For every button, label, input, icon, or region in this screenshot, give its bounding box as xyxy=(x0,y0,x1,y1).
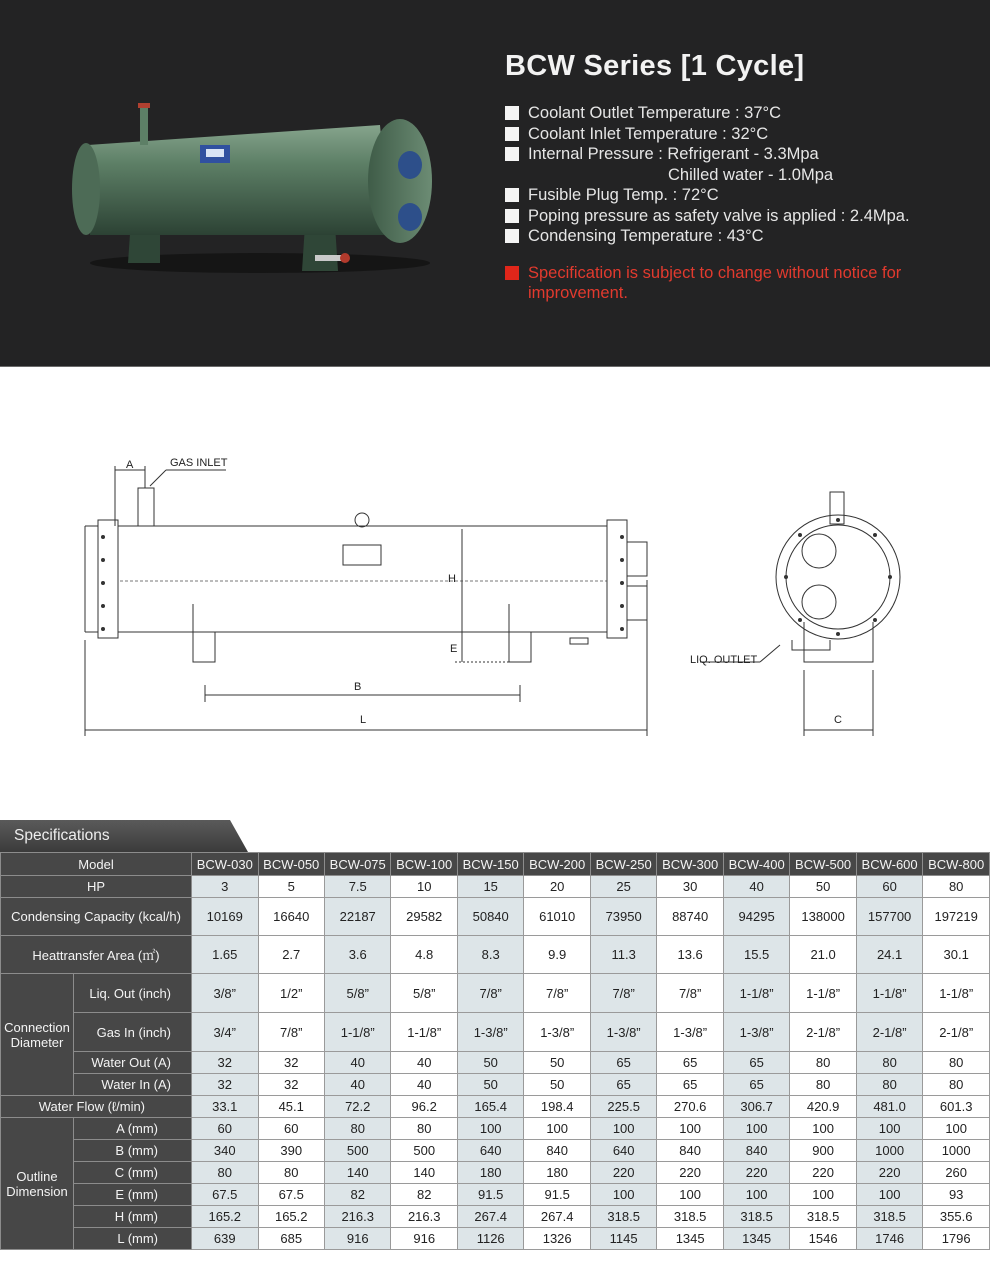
table-cell: 1.65 xyxy=(192,936,258,974)
table-row xyxy=(1,1206,990,1228)
table-cell: 80 xyxy=(391,1118,457,1140)
table-cell: 50 xyxy=(457,1052,523,1074)
table-cell: 1000 xyxy=(923,1140,990,1162)
liq-outlet-label: LIQ. OUTLET xyxy=(690,654,758,666)
table-cell: 24.1 xyxy=(856,936,922,974)
table-cell: 7/8” xyxy=(657,974,723,1013)
row-label-b: B (mm) xyxy=(74,1140,192,1162)
table-cell: 65 xyxy=(657,1052,723,1074)
table-cell: 640 xyxy=(590,1140,656,1162)
checkbox-icon xyxy=(505,106,519,120)
row-label-capacity: Condensing Capacity (kcal/h) xyxy=(1,898,192,936)
header-model: Model xyxy=(1,853,192,876)
table-cell: 100 xyxy=(790,1118,856,1140)
header-model-name: BCW-400 xyxy=(723,853,789,876)
table-cell: 100 xyxy=(723,1118,789,1140)
table-cell: 32 xyxy=(258,1052,324,1074)
table-cell: 318.5 xyxy=(790,1206,856,1228)
table-cell: 9.9 xyxy=(524,936,590,974)
table-row xyxy=(1,936,990,974)
gas-inlet-label: GAS INLET xyxy=(170,457,228,469)
header-model-name: BCW-500 xyxy=(790,853,856,876)
row-label-liq_out: Liq. Out (inch) xyxy=(74,974,192,1013)
table-cell: 65 xyxy=(657,1074,723,1096)
table-cell: 60 xyxy=(856,876,922,898)
table-cell: 1326 xyxy=(524,1228,590,1250)
table-cell: 3/8” xyxy=(192,974,258,1013)
table-cell: 340 xyxy=(192,1140,258,1162)
table-row xyxy=(1,974,990,1013)
table-cell: 7/8” xyxy=(457,974,523,1013)
table-cell: 220 xyxy=(790,1162,856,1184)
table-cell: 165.2 xyxy=(258,1206,324,1228)
table-cell: 267.4 xyxy=(524,1206,590,1228)
table-cell: 2-1/8” xyxy=(856,1013,922,1052)
table-cell: 639 xyxy=(192,1228,258,1250)
row-label-area: Heattransfer Area (㎡) xyxy=(1,936,192,974)
table-cell: 500 xyxy=(324,1140,390,1162)
row-label-e: E (mm) xyxy=(74,1184,192,1206)
header-model-name: BCW-800 xyxy=(923,853,990,876)
table-cell: 29582 xyxy=(391,898,457,936)
spec-text: Internal Pressure : Refrigerant - 3.3Mpa xyxy=(528,145,819,163)
table-cell: 93 xyxy=(923,1184,990,1206)
table-cell: 840 xyxy=(524,1140,590,1162)
table-cell: 11.3 xyxy=(590,936,656,974)
table-cell: 3 xyxy=(192,876,258,898)
header-model-name: BCW-150 xyxy=(457,853,523,876)
table-cell: 60 xyxy=(192,1118,258,1140)
row-label-gas_in: Gas In (inch) xyxy=(74,1013,192,1052)
table-cell: 100 xyxy=(590,1184,656,1206)
table-cell: 5 xyxy=(258,876,324,898)
table-cell: 94295 xyxy=(723,898,789,936)
table-cell: 225.5 xyxy=(590,1096,656,1118)
spec-item xyxy=(505,226,975,247)
table-cell: 1/2” xyxy=(258,974,324,1013)
table-row xyxy=(1,1118,990,1140)
table-cell: 840 xyxy=(723,1140,789,1162)
table-cell: 40 xyxy=(723,876,789,898)
spec-text: Fusible Plug Temp. : 72°C xyxy=(528,186,719,204)
spec-text: Coolant Outlet Temperature : 37°C xyxy=(528,104,782,122)
table-cell: 1-3/8” xyxy=(524,1013,590,1052)
table-cell: 900 xyxy=(790,1140,856,1162)
row-label-a: A (mm) xyxy=(74,1118,192,1140)
header-model-name: BCW-030 xyxy=(192,853,258,876)
table-cell: 50 xyxy=(524,1074,590,1096)
table-cell: 40 xyxy=(324,1074,390,1096)
table-cell: 80 xyxy=(258,1162,324,1184)
spec-text: Poping pressure as safety valve is applied : 2.4Mpa. xyxy=(528,206,910,225)
table-cell: 82 xyxy=(324,1184,390,1206)
row-label-l: L (mm) xyxy=(74,1228,192,1250)
table-cell: 16640 xyxy=(258,898,324,936)
table-row xyxy=(1,1140,990,1162)
table-cell: 80 xyxy=(923,1052,990,1074)
table-cell: 2-1/8” xyxy=(790,1013,856,1052)
table-cell: 65 xyxy=(590,1052,656,1074)
table-cell: 32 xyxy=(192,1074,258,1096)
table-cell: 45.1 xyxy=(258,1096,324,1118)
table-cell: 4.8 xyxy=(391,936,457,974)
table-cell: 1345 xyxy=(723,1228,789,1250)
notice-text xyxy=(505,263,975,303)
table-cell: 100 xyxy=(457,1118,523,1140)
table-cell: 80 xyxy=(923,876,990,898)
spec-item xyxy=(505,124,975,145)
table-cell: 165.2 xyxy=(192,1206,258,1228)
table-cell: 220 xyxy=(856,1162,922,1184)
table-cell: 1-3/8” xyxy=(457,1013,523,1052)
table-cell: 1-3/8” xyxy=(723,1013,789,1052)
table-cell: 67.5 xyxy=(258,1184,324,1206)
table-cell: 1746 xyxy=(856,1228,922,1250)
header-model-name: BCW-200 xyxy=(524,853,590,876)
table-row xyxy=(1,1184,990,1206)
table-cell: 15.5 xyxy=(723,936,789,974)
table-cell: 80 xyxy=(790,1052,856,1074)
table-row xyxy=(1,1013,990,1052)
table-cell: 8.3 xyxy=(457,936,523,974)
checkbox-icon xyxy=(505,209,519,223)
table-cell: 1-1/8” xyxy=(391,1013,457,1052)
table-cell: 1796 xyxy=(923,1228,990,1250)
hero-banner xyxy=(0,0,990,367)
table-cell: 20 xyxy=(524,876,590,898)
table-cell: 3.6 xyxy=(324,936,390,974)
row-label-water_out: Water Out (A) xyxy=(74,1052,192,1074)
table-cell: 91.5 xyxy=(524,1184,590,1206)
row-label-c: C (mm) xyxy=(74,1162,192,1184)
table-cell: 50 xyxy=(790,876,856,898)
table-cell: 40 xyxy=(324,1052,390,1074)
table-cell: 420.9 xyxy=(790,1096,856,1118)
table-cell: 481.0 xyxy=(856,1096,922,1118)
dim-label-a: A xyxy=(126,459,134,471)
table-cell: 157700 xyxy=(856,898,922,936)
table-cell: 80 xyxy=(923,1074,990,1096)
table-cell: 91.5 xyxy=(457,1184,523,1206)
table-cell: 80 xyxy=(856,1052,922,1074)
table-cell: 180 xyxy=(457,1162,523,1184)
checkbox-icon xyxy=(505,188,519,202)
table-cell: 140 xyxy=(391,1162,457,1184)
table-cell: 840 xyxy=(657,1140,723,1162)
table-cell: 100 xyxy=(657,1118,723,1140)
table-cell: 1-3/8” xyxy=(590,1013,656,1052)
table-cell: 7/8” xyxy=(258,1013,324,1052)
spec-item xyxy=(505,103,975,124)
table-cell: 1345 xyxy=(657,1228,723,1250)
checkbox-icon xyxy=(505,229,519,243)
spec-item xyxy=(505,144,975,185)
table-row xyxy=(1,1162,990,1184)
table-cell: 100 xyxy=(524,1118,590,1140)
header-model-name: BCW-600 xyxy=(856,853,922,876)
row-label-hp: HP xyxy=(1,876,192,898)
table-cell: 1145 xyxy=(590,1228,656,1250)
header-model-name: BCW-075 xyxy=(324,853,390,876)
notice-label: Specification is subject to change without notice for improvement. xyxy=(528,264,902,302)
table-cell: 1-3/8” xyxy=(657,1013,723,1052)
table-cell: 267.4 xyxy=(457,1206,523,1228)
table-cell: 100 xyxy=(790,1184,856,1206)
table-cell: 355.6 xyxy=(923,1206,990,1228)
table-cell: 50 xyxy=(524,1052,590,1074)
table-cell: 15 xyxy=(457,876,523,898)
table-cell: 30 xyxy=(657,876,723,898)
table-row xyxy=(1,1228,990,1250)
table-cell: 220 xyxy=(723,1162,789,1184)
table-cell: 100 xyxy=(590,1118,656,1140)
table-cell: 61010 xyxy=(524,898,590,936)
table-cell: 100 xyxy=(723,1184,789,1206)
dim-label-e: E xyxy=(450,643,458,655)
table-cell: 22187 xyxy=(324,898,390,936)
dim-label-h: H xyxy=(448,573,456,585)
table-cell: 216.3 xyxy=(391,1206,457,1228)
spec-subtext: Chilled water - 1.0Mpa xyxy=(668,165,834,184)
table-cell: 5/8” xyxy=(391,974,457,1013)
table-cell: 2.7 xyxy=(258,936,324,974)
table-cell: 10169 xyxy=(192,898,258,936)
table-cell: 100 xyxy=(923,1118,990,1140)
table-cell: 180 xyxy=(524,1162,590,1184)
table-cell: 260 xyxy=(923,1162,990,1184)
table-cell: 1546 xyxy=(790,1228,856,1250)
table-cell: 13.6 xyxy=(657,936,723,974)
table-cell: 390 xyxy=(258,1140,324,1162)
page-title: BCW Series [1 Cycle] xyxy=(505,50,805,82)
row-label-water-flow: Water Flow (ℓ/min) xyxy=(1,1096,192,1118)
table-cell: 100 xyxy=(856,1184,922,1206)
table-cell: 685 xyxy=(258,1228,324,1250)
table-cell: 7/8” xyxy=(524,974,590,1013)
table-cell: 21.0 xyxy=(790,936,856,974)
spec-list xyxy=(505,103,975,247)
table-cell: 1-1/8” xyxy=(790,974,856,1013)
table-cell: 500 xyxy=(391,1140,457,1162)
table-cell: 96.2 xyxy=(391,1096,457,1118)
header-model-name: BCW-100 xyxy=(391,853,457,876)
table-cell: 318.5 xyxy=(723,1206,789,1228)
header-model-name: BCW-300 xyxy=(657,853,723,876)
notice-bullet-icon xyxy=(505,266,519,280)
table-cell: 30.1 xyxy=(923,936,990,974)
specifications-table xyxy=(0,852,990,1250)
table-cell: 100 xyxy=(657,1184,723,1206)
table-cell: 50840 xyxy=(457,898,523,936)
table-cell: 65 xyxy=(590,1074,656,1096)
table-cell: 198.4 xyxy=(524,1096,590,1118)
table-cell: 640 xyxy=(457,1140,523,1162)
table-cell: 2-1/8” xyxy=(923,1013,990,1052)
specifications-tab-label: Specifications xyxy=(14,827,110,844)
table-cell: 60 xyxy=(258,1118,324,1140)
condenser-photo xyxy=(60,85,460,285)
table-row xyxy=(1,898,990,936)
table-cell: 25 xyxy=(590,876,656,898)
table-cell: 318.5 xyxy=(657,1206,723,1228)
table-cell: 140 xyxy=(324,1162,390,1184)
table-row xyxy=(1,876,990,898)
table-cell: 220 xyxy=(590,1162,656,1184)
table-cell: 3/4” xyxy=(192,1013,258,1052)
row-label-h: H (mm) xyxy=(74,1206,192,1228)
table-header-row xyxy=(1,853,990,876)
table-row xyxy=(1,1074,990,1096)
table-cell: 10 xyxy=(391,876,457,898)
table-cell: 1126 xyxy=(457,1228,523,1250)
checkbox-icon xyxy=(505,127,519,141)
table-cell: 1-1/8” xyxy=(324,1013,390,1052)
table-cell: 82 xyxy=(391,1184,457,1206)
table-cell: 73950 xyxy=(590,898,656,936)
table-cell: 1-1/8” xyxy=(723,974,789,1013)
spec-item xyxy=(505,206,975,227)
table-cell: 306.7 xyxy=(723,1096,789,1118)
table-row xyxy=(1,1096,990,1118)
spec-text: Condensing Temperature : 43°C xyxy=(528,227,764,245)
table-cell: 197219 xyxy=(923,898,990,936)
table-cell: 1000 xyxy=(856,1140,922,1162)
table-cell: 165.4 xyxy=(457,1096,523,1118)
table-cell: 318.5 xyxy=(590,1206,656,1228)
table-cell: 32 xyxy=(192,1052,258,1074)
table-cell: 7.5 xyxy=(324,876,390,898)
table-cell: 5/8” xyxy=(324,974,390,1013)
table-cell: 50 xyxy=(457,1074,523,1096)
table-cell: 72.2 xyxy=(324,1096,390,1118)
table-cell: 216.3 xyxy=(324,1206,390,1228)
table-cell: 1-1/8” xyxy=(856,974,922,1013)
table-cell: 1-1/8” xyxy=(923,974,990,1013)
group-label-outline: Outline Dimension xyxy=(1,1118,74,1250)
dim-label-b: B xyxy=(354,681,362,693)
table-cell: 88740 xyxy=(657,898,723,936)
table-row xyxy=(1,1052,990,1074)
table-cell: 318.5 xyxy=(856,1206,922,1228)
checkbox-icon xyxy=(505,147,519,161)
table-cell: 80 xyxy=(790,1074,856,1096)
table-cell: 270.6 xyxy=(657,1096,723,1118)
table-cell: 100 xyxy=(856,1118,922,1140)
header-model-name: BCW-050 xyxy=(258,853,324,876)
table-cell: 65 xyxy=(723,1052,789,1074)
table-cell: 65 xyxy=(723,1074,789,1096)
table-cell: 916 xyxy=(391,1228,457,1250)
table-cell: 40 xyxy=(391,1052,457,1074)
table-cell: 220 xyxy=(657,1162,723,1184)
table-cell: 80 xyxy=(324,1118,390,1140)
dim-label-l: L xyxy=(360,714,367,726)
dimension-drawing xyxy=(0,440,990,750)
group-label-connection: Connection Diameter xyxy=(1,974,74,1096)
table-cell: 40 xyxy=(391,1074,457,1096)
table-cell: 80 xyxy=(856,1074,922,1096)
table-cell: 32 xyxy=(258,1074,324,1096)
table-cell: 601.3 xyxy=(923,1096,990,1118)
table-cell: 33.1 xyxy=(192,1096,258,1118)
table-cell: 80 xyxy=(192,1162,258,1184)
table-cell: 138000 xyxy=(790,898,856,936)
header-model-name: BCW-250 xyxy=(590,853,656,876)
spec-text: Coolant Inlet Temperature : 32°C xyxy=(528,124,769,143)
table-cell: 7/8” xyxy=(590,974,656,1013)
spec-item xyxy=(505,185,975,206)
table-cell: 67.5 xyxy=(192,1184,258,1206)
table-cell: 916 xyxy=(324,1228,390,1250)
row-label-water_in: Water In (A) xyxy=(74,1074,192,1096)
dim-label-c: C xyxy=(834,714,842,726)
